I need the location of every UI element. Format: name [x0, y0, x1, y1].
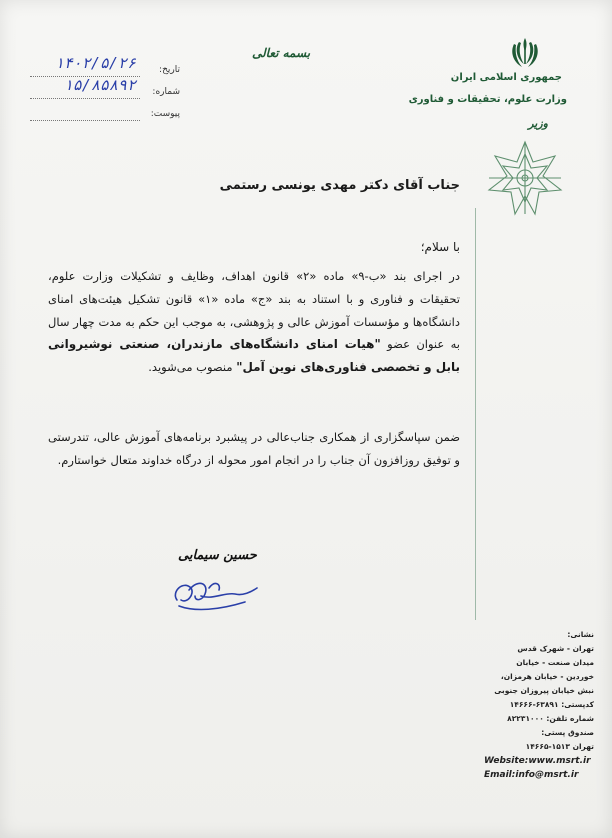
- date-label: تاریخ:: [159, 65, 180, 75]
- meta-block: [30, 54, 180, 124]
- attachment-label: پیوست:: [150, 109, 180, 119]
- body-intro: در اجرای بند «ب-۹» ماده «۲» قانون اهداف، وظایف و تشکیلات وزارت علوم، تحقیقات و فناوری و با استناد به بند «ج» ماده «۱» قانون تشکیل هیئت‌های امنای دانشگاه‌ها و مؤسسات آموزش عالی و پژوهشی، به موجب این حکم به مدت چهار سال به عنوان عضو: [48, 269, 461, 352]
- email-link[interactable]: Email:info@msrt.ir: [484, 770, 579, 780]
- ministry-title: وزارت علوم، تحقیقات و فناوری: [408, 94, 567, 105]
- contact-block: [484, 628, 594, 782]
- invocation-heading: بسمه تعالی: [252, 46, 311, 60]
- website-link[interactable]: Website:www.msrt.ir: [484, 756, 591, 766]
- date-value: ۱۴۰۲/۵/۲۶: [54, 54, 136, 72]
- number-row: [30, 76, 180, 102]
- body-paragraph: [48, 265, 460, 379]
- phone-number: شماره تلفن: ۸۲۲۳۱۰۰۰: [507, 714, 594, 723]
- attachment-row: [30, 102, 180, 124]
- handwritten-signature-icon: [165, 570, 265, 620]
- pobox-label: صندوق پستی:: [541, 728, 594, 737]
- address-line-2: میدان صنعت - خیابان: [516, 658, 594, 667]
- rosette-ornament-icon: [487, 140, 563, 216]
- greeting: با سلام؛: [420, 240, 460, 254]
- office-title: وزیر: [528, 117, 548, 130]
- recipient: جناب آقای دکتر مهدی یونسی رستمی: [219, 178, 460, 193]
- pobox-value: تهران ۱۵۱۳-۱۴۶۶۵: [525, 742, 594, 751]
- postal-code: کدپستی: ۶۳۸۹۱-۱۴۶۶۶: [509, 700, 594, 709]
- attachment-dots: [30, 120, 140, 121]
- number-dots: [30, 98, 140, 99]
- signer-name: حسین سیمایی: [178, 548, 257, 563]
- address-line-1: تهران - شهرک قدس: [517, 644, 594, 653]
- address-line-3: خوردین - خیابان هرمزان،: [500, 672, 594, 681]
- iran-emblem-icon: [510, 36, 540, 70]
- number-value: ۱۵/۸۵۸۹۲: [63, 76, 136, 94]
- vertical-divider: [475, 208, 476, 620]
- closing-paragraph: ضمن سپاسگزاری از همکاری جناب‌عالی در پیشبرد برنامه‌های آموزش عالی، تندرستی و توفیق روزافزون آن جناب را در انجام امور محوله از درگاه خداوند متعال خواستارم.: [48, 430, 460, 467]
- body-bold-title: "هیات امنای دانشگاه‌های مازندران، صنعتی نوشیروانی بابل و تخصصی فناوری‌های نوین آمل": [48, 337, 460, 375]
- address-line-4: نبش خیابان پیروزان جنوبی: [494, 686, 594, 695]
- address-label: نشانی:: [567, 630, 594, 639]
- number-label: شماره:: [152, 87, 180, 97]
- body-end: منصوب می‌شوید.: [148, 360, 237, 375]
- republic-title: جمهوری اسلامی ایران: [450, 72, 562, 83]
